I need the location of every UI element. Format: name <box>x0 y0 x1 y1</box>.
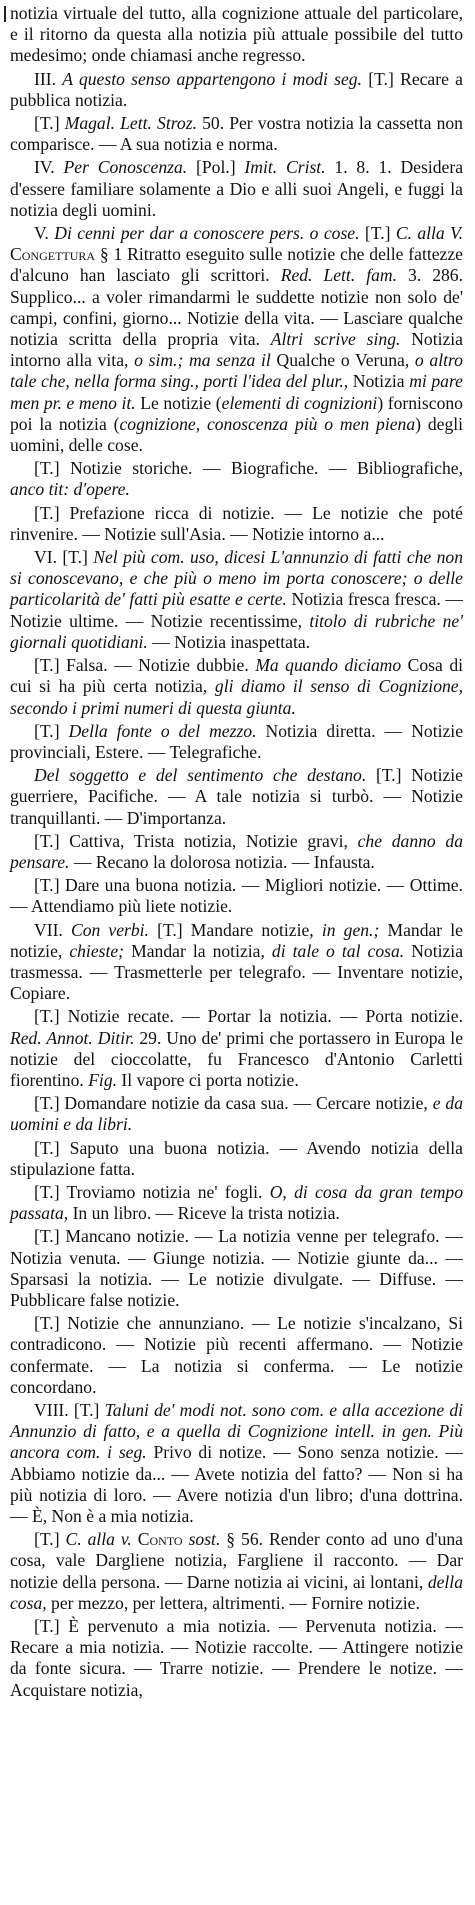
italic-run: sost. <box>188 1529 221 1550</box>
entry-paragraph <box>10 1616 463 1701</box>
text-run: [T.] Mandare notizie, <box>148 919 322 940</box>
italic-run: elementi di cognizioni <box>221 392 378 413</box>
italic-run: Red. Annot. Ditir. <box>10 1027 135 1048</box>
text-run: [T.] Notizie che annunziano. — Le notizie s'incalzano, Si contradicono. — Notizie più recenti affermano. — Notizie confermate. — La notizia si conferma. — Le notizie concordano. <box>10 1313 463 1397</box>
entry-paragraph <box>10 765 463 829</box>
italic-run: Per Conoscenza. <box>63 157 188 178</box>
italic-run: cognizione, conoscenza più o men piena <box>119 413 416 434</box>
italic-run: Altri scrive sing. <box>270 329 401 350</box>
text-run: [T.] <box>34 113 65 134</box>
entry-paragraph <box>10 721 463 763</box>
text-run: [T.] Cattiva, Trista notizia, Notizie gravi, <box>34 830 358 851</box>
italic-run: Con verbi. <box>70 919 149 940</box>
text-run: [T.] Troviamo notizia ne' fogli. <box>34 1181 270 1202</box>
entry-paragraph <box>10 223 463 456</box>
italic-run: Della fonte o del mezzo. <box>68 720 257 741</box>
text-run: Notizia diretta. — Notizie provinciali, Estere. — Telegrafiche. <box>10 720 463 762</box>
text-run: Mandar la notizia, <box>124 940 272 961</box>
text-run: IV. <box>34 157 64 178</box>
entry-paragraph <box>10 503 463 545</box>
entry-paragraph <box>10 547 463 653</box>
entry-paragraph <box>10 458 463 500</box>
text-run: [T.] <box>34 720 69 741</box>
italic-run: o altro tale che, nella forma sing., porti l'idea del plur., <box>10 350 463 392</box>
text-run: — Recano la dolorosa notizia. — Infausta. <box>69 851 375 872</box>
text-run: Il vapore ci porta notizie. <box>117 1069 299 1090</box>
text-run: Qualche o Veruna, <box>270 350 415 371</box>
text-run: 1. 8. 1. Desidera d'essere familiare solamente a Dio e alli suoi Angeli, e fuggi la notizia degli uomini. <box>10 157 463 220</box>
text-run: [T.] È pervenuto a mia notizia. — Pervenuta notizia. — Recare a mia notizia. — Notizie raccolte. — Attingere notizie da fonte sicura. — Trarre notizie. — Prendere le notize. — Acquistare notizia, <box>10 1616 463 1700</box>
entry-paragraph <box>10 1313 463 1398</box>
entry-paragraph <box>10 113 463 155</box>
entry-paragraph <box>10 831 463 873</box>
italic-run: Nel più com. uso, dicesi L'annunzio di fatti che non si conoscevano, e che più o meno im porta conoscere; o delle particolarità de' fatti più esatte e certe. <box>10 547 463 610</box>
italic-run: anco tit: d'opere. <box>10 479 130 500</box>
text-run: [T.] Mancano notizie. — La notizia venne per telegrafo. — Notizia venuta. — Giunge notizia. — Notizie giunte da... — Sparsasi la notizia. — Le notizie divulgate. — Diffuse. — Pubblicare false notizie. <box>10 1226 463 1310</box>
text-run: [T.] Falsa. — Notizie dubbie. <box>34 655 256 676</box>
text-run: [T.] Domandare notizie da casa sua. — Cercare notizie, <box>34 1093 433 1114</box>
text-run: III. <box>34 68 63 89</box>
text-run: [T.] Dare una buona notizia. — Migliori notizie. — Ottime. — Attendiamo più liete notizie. <box>10 875 463 917</box>
text-run: V. <box>34 223 55 244</box>
margin-mark <box>4 6 6 22</box>
text-run: In un libro. — Riceve la trista notizia. <box>68 1203 340 1224</box>
text-run: Notizia intorno alla vita, <box>10 329 463 371</box>
italic-run: Fig. <box>88 1069 118 1090</box>
entry-paragraph <box>10 1006 463 1091</box>
text-run: § 1 Ritratto eseguito sulle notizie che delle fattezze d'alcuno han lasciato gli scrittori. <box>10 244 463 286</box>
text-run: ) forniscono poi la notizia ( <box>10 392 463 434</box>
italic-run: Magal. Lett. Stroz. <box>64 113 197 134</box>
text-run: VI. [T.] <box>34 547 94 568</box>
italic-run: Imit. Crist. <box>244 157 326 178</box>
italic-run: Ma quando diciamo <box>255 655 402 676</box>
text-run: VIII. [T.] <box>34 1400 105 1420</box>
italic-run: che danno da pensare. <box>10 830 463 872</box>
entry-paragraph <box>10 69 463 111</box>
text-run: [T.] Notizie guerriere, Pacifiche. — A tale notizia si turbò. — Notizie tranquillanti. — D'importanza. <box>10 765 463 828</box>
text-run: [T.] Notizie recate. — Portar la notizia. — Porta notizie. <box>34 1006 463 1027</box>
entry-paragraph <box>10 875 463 917</box>
italic-run: O, di cosa da gran tempo passata, <box>10 1181 463 1224</box>
entry-text <box>10 3 463 1701</box>
italic-run: e da uomini e da libri. <box>10 1093 464 1135</box>
entry-paragraph <box>10 1226 463 1311</box>
text-run: [T.] <box>34 1529 66 1550</box>
text-run: Privo di notize. — Sono senza notizie. — Abbiamo notizie da... — Avete notizia del fatto? — Non si ha più notizia di loro. — Avere notizia d'un libro; d'una dottrina. — È, Non è a mia notizia. <box>10 1442 463 1527</box>
italic-run: Taluni de' modi not. sono com. e alla accezione di Annunzio di fatto, e a quella di Cognizione intell. in gen. Più ancora com. i seg. <box>10 1400 463 1463</box>
text-run: Cosa di cui si ha più certa notizia, <box>10 655 464 697</box>
text-run: [T.] Notizie storiche. — Biografiche. — Bibliografiche, <box>34 458 463 479</box>
italic-run: A questo senso appartengono i modi seg. <box>62 68 362 89</box>
italic-run: della cosa, <box>10 1571 463 1613</box>
entry-paragraph <box>10 655 463 719</box>
italic-run: mi pare men pr. e meno it. <box>10 371 463 413</box>
entry-paragraph <box>10 920 463 1005</box>
entry-paragraph <box>10 3 463 67</box>
entry-paragraph <box>10 1138 463 1180</box>
text-run: § 56. Render conto ad uno d'una cosa, vale Dargliene notizia, Fargliene il racconto. — Dar notizie della persona. — Darne notizia ai vicini, ai lontani, <box>10 1529 463 1592</box>
small-caps-run: Conto <box>137 1529 183 1550</box>
text-run: [T.] <box>359 223 396 244</box>
text-run: Mandar le notizie, <box>10 919 463 961</box>
text-run: Notizia fresca fresca. — Notizie ultime. — Notizie recentissime, <box>10 589 463 631</box>
text-run: 3. 286. Supplico... a voler rimandarmi le suddette notizie non solo de' campi, confini, giorno... Notizie della vita. — Lasciare qualche notizia scritta della propria vita. <box>10 265 464 350</box>
text-run: [T.] Saputo una buona notizia. — Avendo notizia della stipulazione fatta. <box>10 1137 463 1179</box>
italic-run: o sim.; ma senza il <box>134 350 271 371</box>
italic-run: in gen.; <box>321 919 380 940</box>
text-run: [Pol.] <box>187 157 245 178</box>
text-run: Notizia trasmessa. — Trasmetterle per telegrafo. — Inventare notizie, Copiare. <box>10 940 463 1004</box>
entry-paragraph <box>10 1182 463 1224</box>
text-run: — Notizia inaspettata. <box>147 631 311 652</box>
italic-run: gli diamo il senso di Cognizione, secondo i primi numeri di questa giunta. <box>10 676 463 718</box>
text-run: 29. Uno de' primi che portassero in Europa le notizie del cioccolatte, fu Francesco d'Antonio Carletti fiorentino. <box>10 1027 463 1090</box>
italic-run: di tale o tal cosa. <box>271 940 405 961</box>
entry-paragraph <box>10 1400 463 1527</box>
text-run: VII. <box>34 919 71 940</box>
italic-run: Di cenni per dar a conoscere pers. o cose. <box>54 223 360 244</box>
italic-run: chieste; <box>69 940 125 961</box>
italic-run: Del soggetto e del sentimento che destano. <box>34 765 367 786</box>
text-run: ) degli uomini, delle cose. <box>10 413 464 456</box>
italic-run: titolo di rubriche ne' giornali quotidiani. <box>10 610 463 652</box>
italic-run: C. alla V. <box>395 223 463 244</box>
text-run: 50. Per vostra notizia la cassetta non comparisce. — A sua notizia e norma. <box>10 113 463 155</box>
text-run: notizia virtuale del tutto, alla cognizione attuale del particolare, e il ritorno da questa alla notizia più attuale possibile del tutto medesimo; onde chiamasi anche regresso. <box>10 3 463 66</box>
text-run: Le notizie ( <box>135 392 222 413</box>
text-run: [T.] Recare a pubblica notizia. <box>10 68 463 110</box>
italic-run: C. alla v. <box>65 1529 132 1550</box>
text-run: Notizia <box>348 371 410 392</box>
italic-run: Red. Lett. fam. <box>280 265 398 286</box>
text-run: [T.] Prefazione ricca di notizie. — Le notizie che poté rinvenire. — Notizie sull'Asia. — Notizie intorno a... <box>10 502 463 544</box>
entry-paragraph <box>10 1093 463 1135</box>
entry-paragraph <box>10 157 463 221</box>
text-run: per mezzo, per lettera, altrimenti. — Fornire notizie. <box>46 1592 420 1613</box>
small-caps-run: Congettura <box>10 244 96 265</box>
entry-paragraph <box>10 1529 463 1614</box>
